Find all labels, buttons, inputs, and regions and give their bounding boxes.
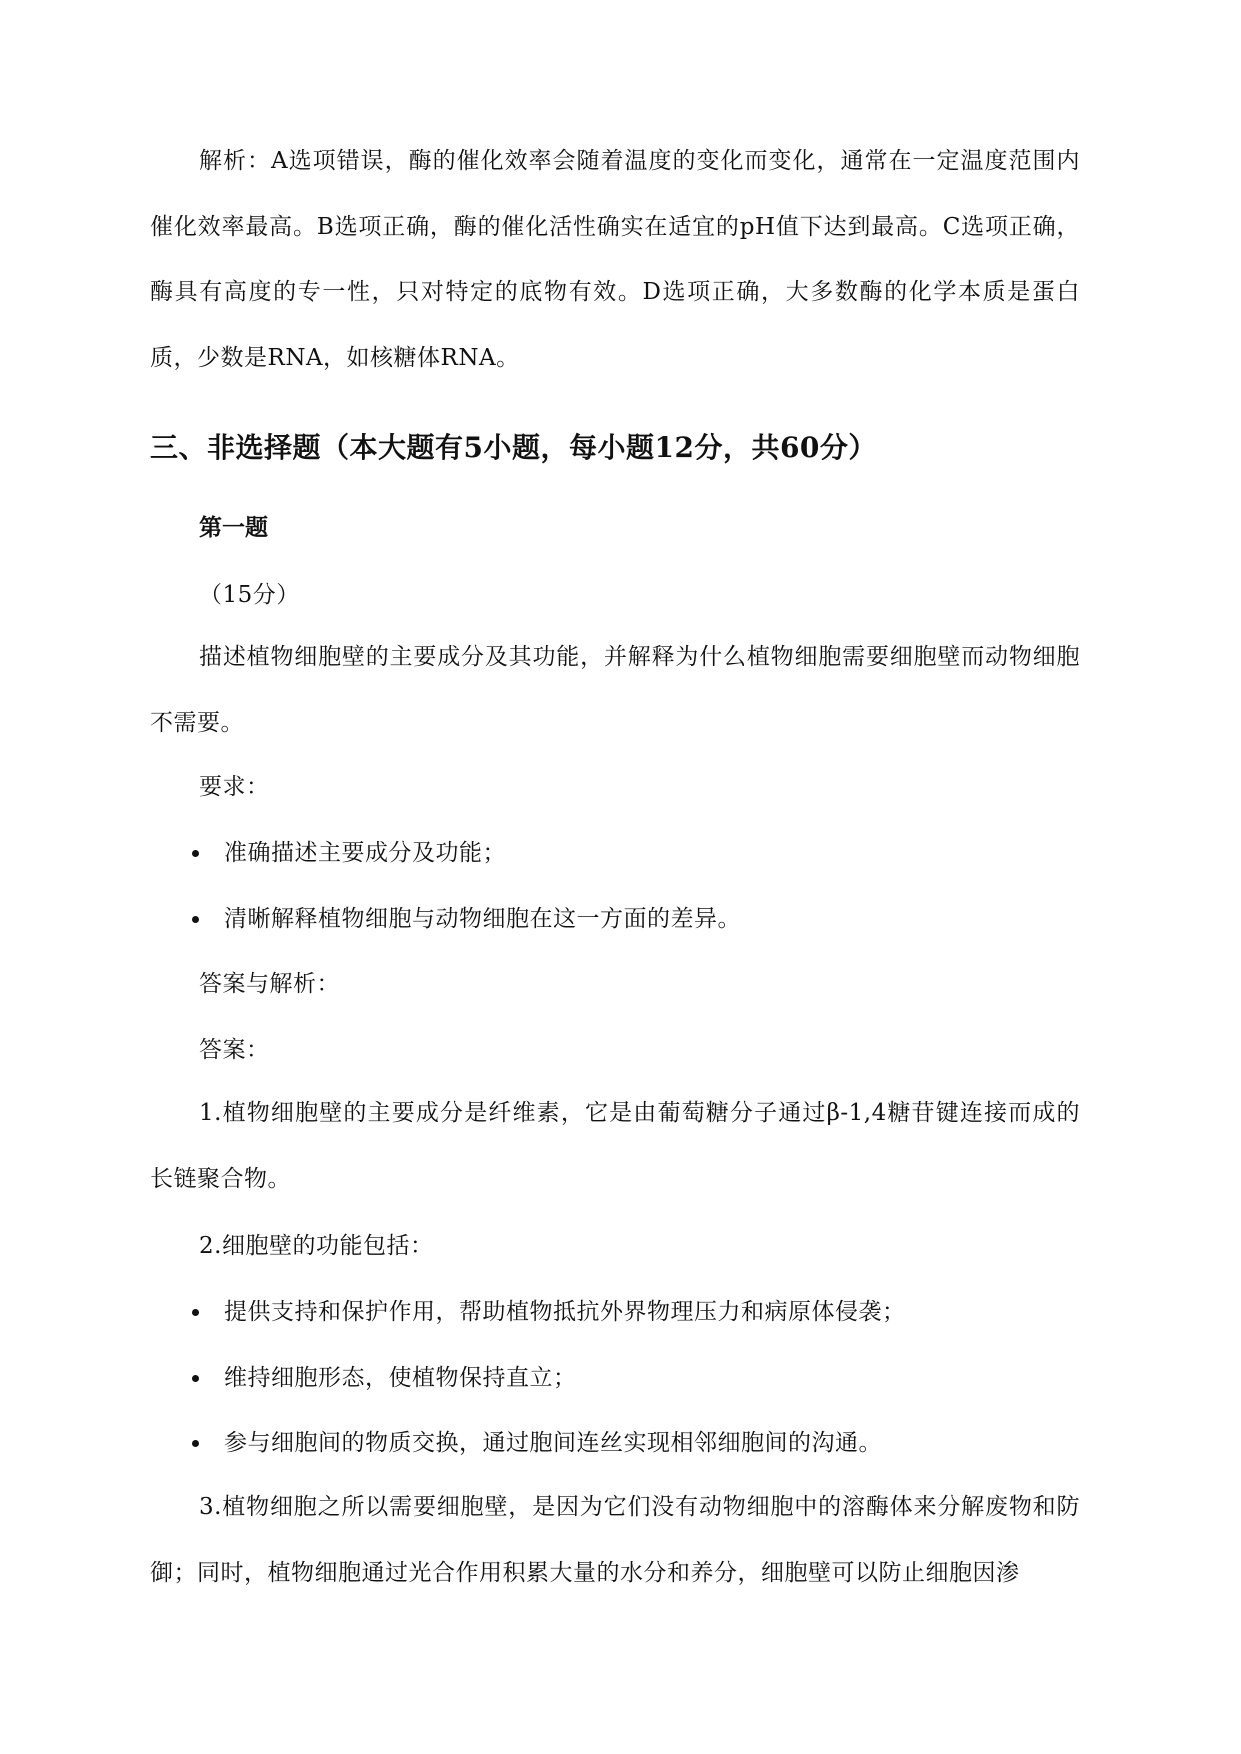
function-item [150,1428,1080,1458]
bullet-icon [192,850,199,857]
bullet-icon [192,916,199,923]
requirement-item [150,838,1080,868]
question-prompt: 描述植物细胞壁的主要成分及其功能，并解释为什么植物细胞需要细胞壁而动物细胞不需要。 [150,644,1080,736]
function-item [150,1297,1080,1327]
requirement-text: 准确描述主要成分及功能； [224,840,506,866]
answer-analysis-label: 答案与解析： [199,971,340,997]
requirements-label: 要求： [199,774,270,800]
bullet-icon [192,1375,199,1382]
function-text: 提供支持和保护作用，帮助植物抵抗外界物理压力和病原体侵袭； [224,1299,906,1325]
answer-point-3: 3.植物细胞之所以需要细胞壁，是因为它们没有动物细胞中的溶酶体来分解废物和防御；同时，植物细胞通过光合作用积累大量的水分和养分，细胞壁可以防止细胞因渗 [150,1494,1080,1586]
analysis-paragraph: 解析：A选项错误，酶的催化效率会随着温度的变化而变化，通常在一定温度范围内催化效率最高。B选项正确，酶的催化活性确实在适宜的pH值下达到最高。C选项正确，酶具有高度的专一性，只对特定的底物有效。D选项正确，大多数酶的化学本质是蛋白质，少数是RNA，如核糖体RNA。 [150,148,1080,371]
requirement-item [150,904,1080,934]
function-text: 参与细胞间的物质交换，通过胞间连丝实现相邻细胞间的沟通。 [224,1430,882,1456]
function-text: 维持细胞形态，使植物保持直立； [224,1365,577,1391]
answer-label: 答案： [199,1037,270,1063]
question-score: （15分） [199,582,300,608]
answer-point-1: 1.植物细胞壁的主要成分是纤维素，它是由葡萄糖分子通过β-1,4糖苷键连接而成的长链聚合物。 [150,1100,1080,1192]
question-title: 第一题 [199,514,268,541]
requirement-text: 清晰解释植物细胞与动物细胞在这一方面的差异。 [224,906,741,932]
bullet-icon [192,1309,199,1316]
bullet-icon [192,1440,199,1447]
answer-point-2-label: 2.细胞壁的功能包括： [199,1233,434,1259]
function-item [150,1363,1080,1393]
section-title: 三、非选择题（本大题有5小题，每小题12分，共60分） [150,431,877,464]
